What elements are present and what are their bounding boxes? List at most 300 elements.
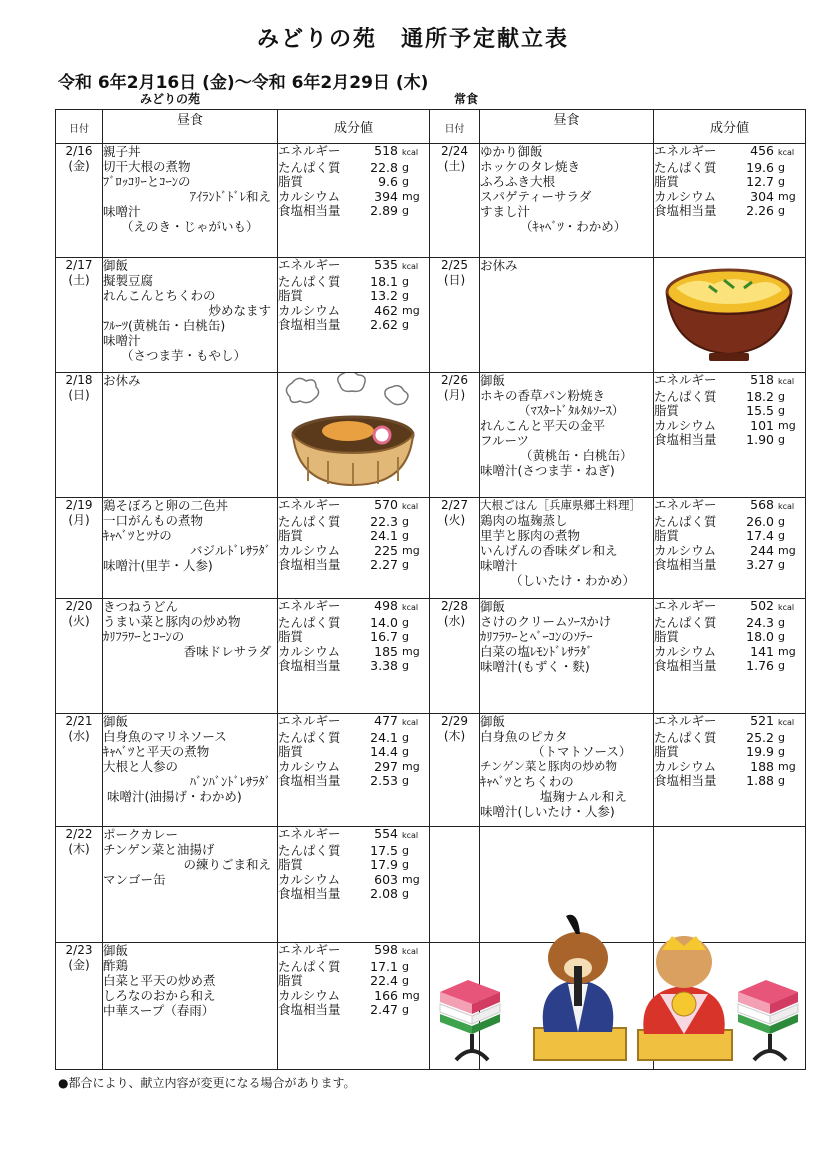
nutrient-value: 3.38 xyxy=(370,658,398,674)
nutrient-row xyxy=(654,659,805,674)
nutrient-label: 食塩相当量 xyxy=(278,773,341,789)
nutrient-value: 22.3 xyxy=(370,513,398,529)
nutrient-unit: kcal xyxy=(402,947,419,956)
nutrient-row xyxy=(278,318,429,333)
date-cell: 2/17 (土) xyxy=(56,258,103,373)
nutrient-label: たんぱく質 xyxy=(278,729,341,745)
nutrient-label: 脂質 xyxy=(654,403,680,419)
nutrient-row xyxy=(278,498,429,515)
nutrient-row xyxy=(278,558,429,573)
nutrient-unit: g xyxy=(402,529,409,543)
nutrient-label: カルシウム xyxy=(278,188,341,204)
meal-cell: お休み xyxy=(480,258,654,373)
nutrient-label: カルシウム xyxy=(278,987,341,1003)
nutrient-row xyxy=(654,645,805,660)
date-cell: 2/25 (日) xyxy=(430,258,480,373)
nutrient-unit: g xyxy=(402,887,409,901)
nutrient-unit: mg xyxy=(402,872,420,886)
nutrient-row xyxy=(654,190,805,205)
meal-cell: きつねうどん うまい菜と豚肉の炒め物 ｶﾘﾌﾗﾜｰとｺｰﾝの 香味ドレサラダ xyxy=(103,599,278,714)
footer-note: ●都合により、献立内容が変更になる場合があります。 xyxy=(58,1076,356,1090)
nutrient-row xyxy=(278,774,429,789)
nutrient-row xyxy=(654,373,805,390)
nutrient-label: 脂質 xyxy=(654,744,680,760)
nutrient-unit: g xyxy=(778,204,785,218)
nutrient-unit: kcal xyxy=(778,377,795,386)
nutrient-row xyxy=(654,419,805,434)
nutrient-row xyxy=(278,144,429,161)
nutrient-unit: g xyxy=(778,529,785,543)
nutrient-value: 17.5 xyxy=(370,842,398,858)
nutrient-value: 14.0 xyxy=(370,614,398,630)
nutrient-label: 食塩相当量 xyxy=(278,658,341,674)
nutrient-unit: g xyxy=(778,774,785,788)
date-cell: 2/21 (水) xyxy=(56,714,103,827)
nutrition-cell xyxy=(278,498,430,599)
nutrient-label: 脂質 xyxy=(278,528,304,544)
nutrition-cell xyxy=(654,144,806,258)
nutrient-unit: kcal xyxy=(402,603,419,612)
nutrient-value: 570 xyxy=(374,497,398,512)
nutrient-row xyxy=(654,714,805,731)
nutrient-label: たんぱく質 xyxy=(654,729,717,745)
date-cell: 2/29 (木) xyxy=(430,714,480,827)
nutrient-value: 462 xyxy=(374,302,398,318)
nutrient-value: 1.76 xyxy=(746,658,774,674)
nutrient-label: カルシウム xyxy=(654,188,717,204)
nutrient-label: たんぱく質 xyxy=(278,159,341,175)
nutrient-label: 食塩相当量 xyxy=(278,203,341,219)
nutrient-label: 食塩相当量 xyxy=(278,886,341,902)
nutrient-row xyxy=(278,630,429,645)
nutrient-value: 101 xyxy=(750,417,774,433)
date-cell: 2/20 (火) xyxy=(56,599,103,714)
nutrient-value: 521 xyxy=(750,713,774,728)
nutrient-unit: g xyxy=(778,404,785,418)
nutrient-unit: g xyxy=(778,433,785,447)
nutrient-unit: g xyxy=(402,730,409,744)
header-meal: 昼食 xyxy=(480,110,654,144)
meal-cell: ゆかり御飯 ホッケのタレ焼き ふろふき大根 スパゲティーサラダ すまし汁 （ｷｬﾍﾞﾂ・わかめ） xyxy=(480,144,654,258)
nutrient-label: カルシウム xyxy=(654,758,717,774)
illustration-cell xyxy=(278,373,430,498)
illustration-cell xyxy=(654,258,806,373)
nutrient-unit: g xyxy=(778,615,785,629)
nutrition-cell xyxy=(278,144,430,258)
nutrient-row xyxy=(278,760,429,775)
nutrient-unit: g xyxy=(402,659,409,673)
table-row xyxy=(56,498,806,599)
nutrient-unit: kcal xyxy=(402,502,419,511)
nutrient-label: エネルギー xyxy=(278,713,341,728)
ohina-sama-doll xyxy=(638,936,732,1060)
nutrient-row xyxy=(654,390,805,405)
nutrient-value: 456 xyxy=(750,143,774,158)
nutrient-label: カルシウム xyxy=(278,542,341,558)
nutrient-label: 食塩相当量 xyxy=(654,658,717,674)
nutrient-value: 502 xyxy=(750,598,774,613)
nutrient-label: 脂質 xyxy=(654,629,680,645)
nutrient-value: 24.1 xyxy=(370,528,398,544)
nutrient-unit: g xyxy=(402,175,409,189)
nutrient-unit: g xyxy=(402,289,409,303)
nutrient-label: 食塩相当量 xyxy=(278,1002,341,1018)
nutrient-value: 1.90 xyxy=(746,432,774,448)
nutrient-value: 19.6 xyxy=(746,159,774,175)
nutrient-row xyxy=(278,844,429,859)
nutrient-unit: mg xyxy=(402,303,420,317)
nutrient-value: 304 xyxy=(750,188,774,204)
nutrition-cell xyxy=(278,943,430,1070)
nutrient-row xyxy=(278,989,429,1004)
nutrient-label: たんぱく質 xyxy=(654,614,717,630)
header-date: 日付 xyxy=(56,110,103,144)
nutrient-label: たんぱく質 xyxy=(278,273,341,289)
nutrient-unit: mg xyxy=(778,418,796,432)
nutrient-row xyxy=(278,960,429,975)
nutrient-row xyxy=(654,144,805,161)
nutrient-row xyxy=(278,827,429,844)
nutrient-row xyxy=(278,645,429,660)
nutrient-value: 13.2 xyxy=(370,288,398,304)
nutrient-row xyxy=(654,433,805,448)
nutrient-label: 脂質 xyxy=(654,174,680,190)
nutrient-label: 脂質 xyxy=(278,744,304,760)
nutrient-row xyxy=(278,275,429,290)
meal-cell: 大根ごはん［兵庫県郷土料理］ 鶏肉の塩麹蒸し 里芋と豚肉の煮物 いんげんの香味ダレ和え 味噌汁 （しいたけ・わかめ） xyxy=(480,498,654,599)
date-cell: 2/22 (木) xyxy=(56,827,103,943)
hina-dolls-illustration xyxy=(428,910,808,1068)
nutrient-row xyxy=(654,498,805,515)
nutrient-unit: g xyxy=(778,730,785,744)
table-row xyxy=(56,258,806,373)
nutrient-label: 食塩相当量 xyxy=(654,203,717,219)
nutrient-value: 24.1 xyxy=(370,729,398,745)
meal-cell: 親子丼 切干大根の煮物 ﾌﾞﾛｯｺﾘｰとｺｰﾝの ｱｲﾗﾝﾄﾞﾄﾞﾚ和え 味噌汁 （えのき・じゃがいも） xyxy=(103,144,278,258)
nutrient-value: 244 xyxy=(750,542,774,558)
nutrient-unit: kcal xyxy=(778,502,795,511)
nutrition-cell xyxy=(654,599,806,714)
nutrient-row xyxy=(278,659,429,674)
nutrient-value: 2.89 xyxy=(370,203,398,219)
nutrient-row xyxy=(654,774,805,789)
nutrient-unit: g xyxy=(402,630,409,644)
nutrient-unit: g xyxy=(778,514,785,528)
nutrient-unit: mg xyxy=(778,759,796,773)
nutrition-cell xyxy=(278,258,430,373)
nutrient-unit: mg xyxy=(402,543,420,557)
date-cell: 2/27 (火) xyxy=(430,498,480,599)
nutrient-row xyxy=(278,858,429,873)
nutrient-row xyxy=(278,175,429,190)
nutrient-label: カルシウム xyxy=(654,542,717,558)
nutrient-value: 2.27 xyxy=(370,557,398,573)
nutrient-label: たんぱく質 xyxy=(654,388,717,404)
nutrient-row xyxy=(278,943,429,960)
meal-cell: 御飯 擬製豆腐 れんこんとちくわの 炒めなます ﾌﾙｰﾂ(黄桃缶・白桃缶) 味噌汁 （さつま芋・もやし） xyxy=(103,258,278,373)
nutrient-label: たんぱく質 xyxy=(278,958,341,974)
nutrient-label: たんぱく質 xyxy=(278,614,341,630)
nutrient-label: 脂質 xyxy=(278,174,304,190)
nutrient-row xyxy=(278,529,429,544)
table-row xyxy=(56,144,806,258)
nutrient-unit: mg xyxy=(402,189,420,203)
nutrient-value: 141 xyxy=(750,643,774,659)
nutrient-value: 3.27 xyxy=(746,557,774,573)
nutrient-value: 477 xyxy=(374,713,398,728)
nutrient-value: 598 xyxy=(374,942,398,957)
nutrient-unit: g xyxy=(778,160,785,174)
nutrient-value: 2.26 xyxy=(746,203,774,219)
nutrient-unit: g xyxy=(402,858,409,872)
meal-cell: 御飯 酢鶏 白菜と平天の炒め煮 しろなのおから和え 中華スープ（春雨） xyxy=(103,943,278,1070)
nutrient-value: 12.7 xyxy=(746,174,774,190)
nutrient-row xyxy=(654,731,805,746)
nutrient-row xyxy=(654,404,805,419)
nutrient-value: 225 xyxy=(374,542,398,558)
nutrient-value: 498 xyxy=(374,598,398,613)
nutrition-cell xyxy=(654,373,806,498)
nutrient-label: エネルギー xyxy=(654,713,717,728)
nutrition-cell xyxy=(278,714,430,827)
nutrient-value: 18.2 xyxy=(746,388,774,404)
nutrient-label: たんぱく質 xyxy=(654,159,717,175)
kitsune-udon-illustration xyxy=(278,373,428,495)
meal-cell: 御飯 ホキの香草パン粉焼き （ﾏｽﾀｰﾄﾞﾀﾙﾀﾙｿｰｽ） れんこんと平天の金平 フルーツ （黄桃缶・白桃缶） 味噌汁(さつま芋・ねぎ) xyxy=(480,373,654,498)
nutrient-value: 297 xyxy=(374,758,398,774)
nutrient-unit: g xyxy=(778,630,785,644)
nutrient-value: 14.4 xyxy=(370,744,398,760)
table-row xyxy=(56,373,806,498)
nutrient-unit: g xyxy=(402,160,409,174)
table-row xyxy=(56,599,806,714)
nutrient-unit: kcal xyxy=(778,718,795,727)
nutrient-value: 18.1 xyxy=(370,273,398,289)
odairi-sama-doll xyxy=(534,915,626,1060)
meal-cell: 鶏そぼろと卵の二色丼 一口がんもの煮物 ｷｬﾍﾞﾂとﾂﾅの バジルﾄﾞﾚｻﾗﾀﾞ 味噌汁(里芋・人参) xyxy=(103,498,278,599)
nutrient-value: 2.47 xyxy=(370,1002,398,1018)
nutrient-row xyxy=(654,175,805,190)
nutrient-value: 22.4 xyxy=(370,973,398,989)
nutrient-value: 17.9 xyxy=(370,857,398,873)
nutrient-label: 脂質 xyxy=(278,973,304,989)
nutrient-row xyxy=(278,731,429,746)
nutrient-row xyxy=(278,616,429,631)
nutrient-row xyxy=(654,161,805,176)
nutrient-unit: kcal xyxy=(402,148,419,157)
nutrient-unit: g xyxy=(402,959,409,973)
nutrient-row xyxy=(278,515,429,530)
nutrient-label: エネルギー xyxy=(654,143,717,158)
nutrient-row xyxy=(278,544,429,559)
meal-cell: ポークカレー チンゲン菜と油揚げ の練りごま和え マンゴー缶 xyxy=(103,827,278,943)
nutrient-label: 食塩相当量 xyxy=(654,773,717,789)
date-cell: 2/23 (金) xyxy=(56,943,103,1070)
nutrient-label: エネルギー xyxy=(654,598,717,613)
nutrient-value: 17.1 xyxy=(370,958,398,974)
nutrient-unit: kcal xyxy=(402,718,419,727)
nutrient-value: 2.53 xyxy=(370,773,398,789)
nutrient-row xyxy=(278,190,429,205)
nutrient-unit: g xyxy=(402,204,409,218)
nutrient-label: カルシウム xyxy=(654,643,717,659)
nutrient-row xyxy=(278,887,429,902)
nutrient-unit: kcal xyxy=(778,148,795,157)
nutrient-label: 脂質 xyxy=(654,528,680,544)
nutrient-label: カルシウム xyxy=(278,302,341,318)
nutrient-unit: g xyxy=(402,1003,409,1017)
nutrient-row xyxy=(278,258,429,275)
date-cell: 2/26 (月) xyxy=(430,373,480,498)
nutrient-label: エネルギー xyxy=(278,143,341,158)
meal-cell: 御飯 さけのクリームｿｰｽかけ ｶﾘﾌﾗﾜｰとﾍﾞｰｺﾝのｿﾃｰ 白菜の塩ﾚﾓﾝﾄﾞﾚｻﾗﾀﾞ 味噌汁(もずく・麩) xyxy=(480,599,654,714)
nutrient-row xyxy=(654,599,805,616)
nutrient-unit: kcal xyxy=(402,831,419,840)
nutrient-value: 568 xyxy=(750,497,774,512)
nutrient-row xyxy=(654,760,805,775)
nutrient-value: 1.88 xyxy=(746,773,774,789)
nutrient-row xyxy=(278,304,429,319)
table-row xyxy=(56,714,806,827)
nutrient-row xyxy=(654,745,805,760)
nutrient-label: たんぱく質 xyxy=(278,513,341,529)
date-cell: 2/28 (水) xyxy=(430,599,480,714)
nutrient-unit: kcal xyxy=(778,603,795,612)
nutrient-unit: g xyxy=(402,745,409,759)
nutrient-value: 19.9 xyxy=(746,744,774,760)
nutrient-row xyxy=(278,974,429,989)
nutrient-label: エネルギー xyxy=(278,598,341,613)
nutrient-value: 518 xyxy=(374,143,398,158)
nutrient-label: 食塩相当量 xyxy=(278,557,341,573)
header-date: 日付 xyxy=(430,110,480,144)
nutrient-label: 食塩相当量 xyxy=(654,432,717,448)
nutrient-row xyxy=(654,544,805,559)
meal-type: 常食 xyxy=(454,92,479,106)
nutrient-label: カルシウム xyxy=(278,758,341,774)
nutrient-value: 394 xyxy=(374,188,398,204)
nutrient-value: 15.5 xyxy=(746,403,774,419)
nutrient-value: 9.6 xyxy=(378,174,398,190)
nutrient-label: エネルギー xyxy=(654,497,717,512)
nutrient-label: たんぱく質 xyxy=(278,842,341,858)
nutrient-value: 18.0 xyxy=(746,629,774,645)
nutrient-unit: mg xyxy=(402,988,420,1002)
nutrient-value: 166 xyxy=(374,987,398,1003)
nutrient-row xyxy=(278,873,429,888)
nutrient-unit: g xyxy=(402,558,409,572)
nutrient-value: 26.0 xyxy=(746,513,774,529)
nutrient-value: 25.2 xyxy=(746,729,774,745)
nutrient-row xyxy=(278,289,429,304)
nutrient-value: 2.08 xyxy=(370,886,398,902)
header-meal: 昼食 xyxy=(103,110,278,144)
nutrient-value: 185 xyxy=(374,643,398,659)
nutrient-label: カルシウム xyxy=(278,643,341,659)
nutrient-value: 2.62 xyxy=(370,317,398,333)
nutrition-cell xyxy=(654,498,806,599)
nutrient-label: 脂質 xyxy=(278,288,304,304)
meal-cell: お休み xyxy=(103,373,278,498)
nutrient-value: 16.7 xyxy=(370,629,398,645)
nutrient-label: エネルギー xyxy=(278,257,341,272)
nutrient-row xyxy=(278,745,429,760)
nutrient-row xyxy=(654,558,805,573)
hishimochi-right xyxy=(738,980,798,1060)
date-cell: 2/19 (月) xyxy=(56,498,103,599)
date-cell: 2/24 (土) xyxy=(430,144,480,258)
nutrient-row xyxy=(654,616,805,631)
nutrient-row xyxy=(278,161,429,176)
nutrient-value: 554 xyxy=(374,826,398,841)
header-nutrition: 成分値 xyxy=(654,110,806,144)
nutrient-value: 188 xyxy=(750,758,774,774)
nutrient-row xyxy=(654,529,805,544)
nutrition-cell xyxy=(278,599,430,714)
nutrient-unit: g xyxy=(778,175,785,189)
nutrient-unit: g xyxy=(402,318,409,332)
nutrient-unit: kcal xyxy=(402,262,419,271)
nutrient-unit: mg xyxy=(402,644,420,658)
nutrient-label: エネルギー xyxy=(278,942,341,957)
nutrient-label: エネルギー xyxy=(278,497,341,512)
nutrient-value: 603 xyxy=(374,871,398,887)
nutrient-unit: g xyxy=(402,274,409,288)
nutrient-unit: g xyxy=(402,615,409,629)
hishimochi-left xyxy=(440,980,500,1060)
nutrition-cell xyxy=(278,827,430,943)
nutrient-label: 脂質 xyxy=(278,629,304,645)
nutrient-label: カルシウム xyxy=(278,871,341,887)
facility-name: みどりの苑 xyxy=(140,92,201,106)
nutrient-label: 脂質 xyxy=(278,857,304,873)
nutrient-unit: mg xyxy=(778,189,796,203)
nutrient-label: 食塩相当量 xyxy=(654,557,717,573)
nutrient-label: 食塩相当量 xyxy=(278,317,341,333)
header-nutrition: 成分値 xyxy=(278,110,430,144)
nutrient-unit: g xyxy=(402,514,409,528)
nutrient-unit: g xyxy=(778,745,785,759)
nutrient-label: エネルギー xyxy=(278,826,341,841)
nutrient-row xyxy=(278,714,429,731)
nutrient-unit: g xyxy=(778,659,785,673)
nutrient-value: 22.8 xyxy=(370,159,398,175)
nutrient-unit: g xyxy=(778,558,785,572)
nutrient-value: 518 xyxy=(750,372,774,387)
nutrient-unit: mg xyxy=(402,759,420,773)
nutrient-unit: mg xyxy=(778,543,796,557)
date-cell: 2/16 (金) xyxy=(56,144,103,258)
page-title: みどりの苑 通所予定献立表 xyxy=(256,27,569,52)
nutrient-row xyxy=(654,630,805,645)
nutrient-row xyxy=(278,1003,429,1018)
nutrient-label: エネルギー xyxy=(654,372,717,387)
meal-cell: 御飯 白身魚のピカタ （トマトソース） チンゲン菜と豚肉の炒め物 ｷｬﾍﾞﾂとちくわの 塩麹ナムル和え 味噌汁(しいたけ・人参) xyxy=(480,714,654,827)
nutrient-row xyxy=(278,204,429,219)
period-range: 令和 6年2月16日 (金)〜令和 6年2月29日 (木) xyxy=(58,73,429,93)
nutrient-unit: g xyxy=(402,843,409,857)
nutrient-row xyxy=(654,204,805,219)
header-row xyxy=(56,110,806,144)
nutrient-unit: g xyxy=(402,774,409,788)
nutrient-value: 535 xyxy=(374,257,398,272)
nutrient-row xyxy=(278,599,429,616)
nutrition-cell xyxy=(654,714,806,827)
nutrient-label: カルシウム xyxy=(654,417,717,433)
meal-cell: 御飯 白身魚のマリネソース ｷｬﾍﾞﾂと平天の煮物 大根と人参の ﾊﾞﾝﾊﾞﾝﾄﾞﾚｻﾗﾀﾞ 味噌汁(油揚げ・わかめ) xyxy=(103,714,278,827)
oyakodon-bowl-illustration xyxy=(654,258,804,370)
nutrient-label: たんぱく質 xyxy=(654,513,717,529)
